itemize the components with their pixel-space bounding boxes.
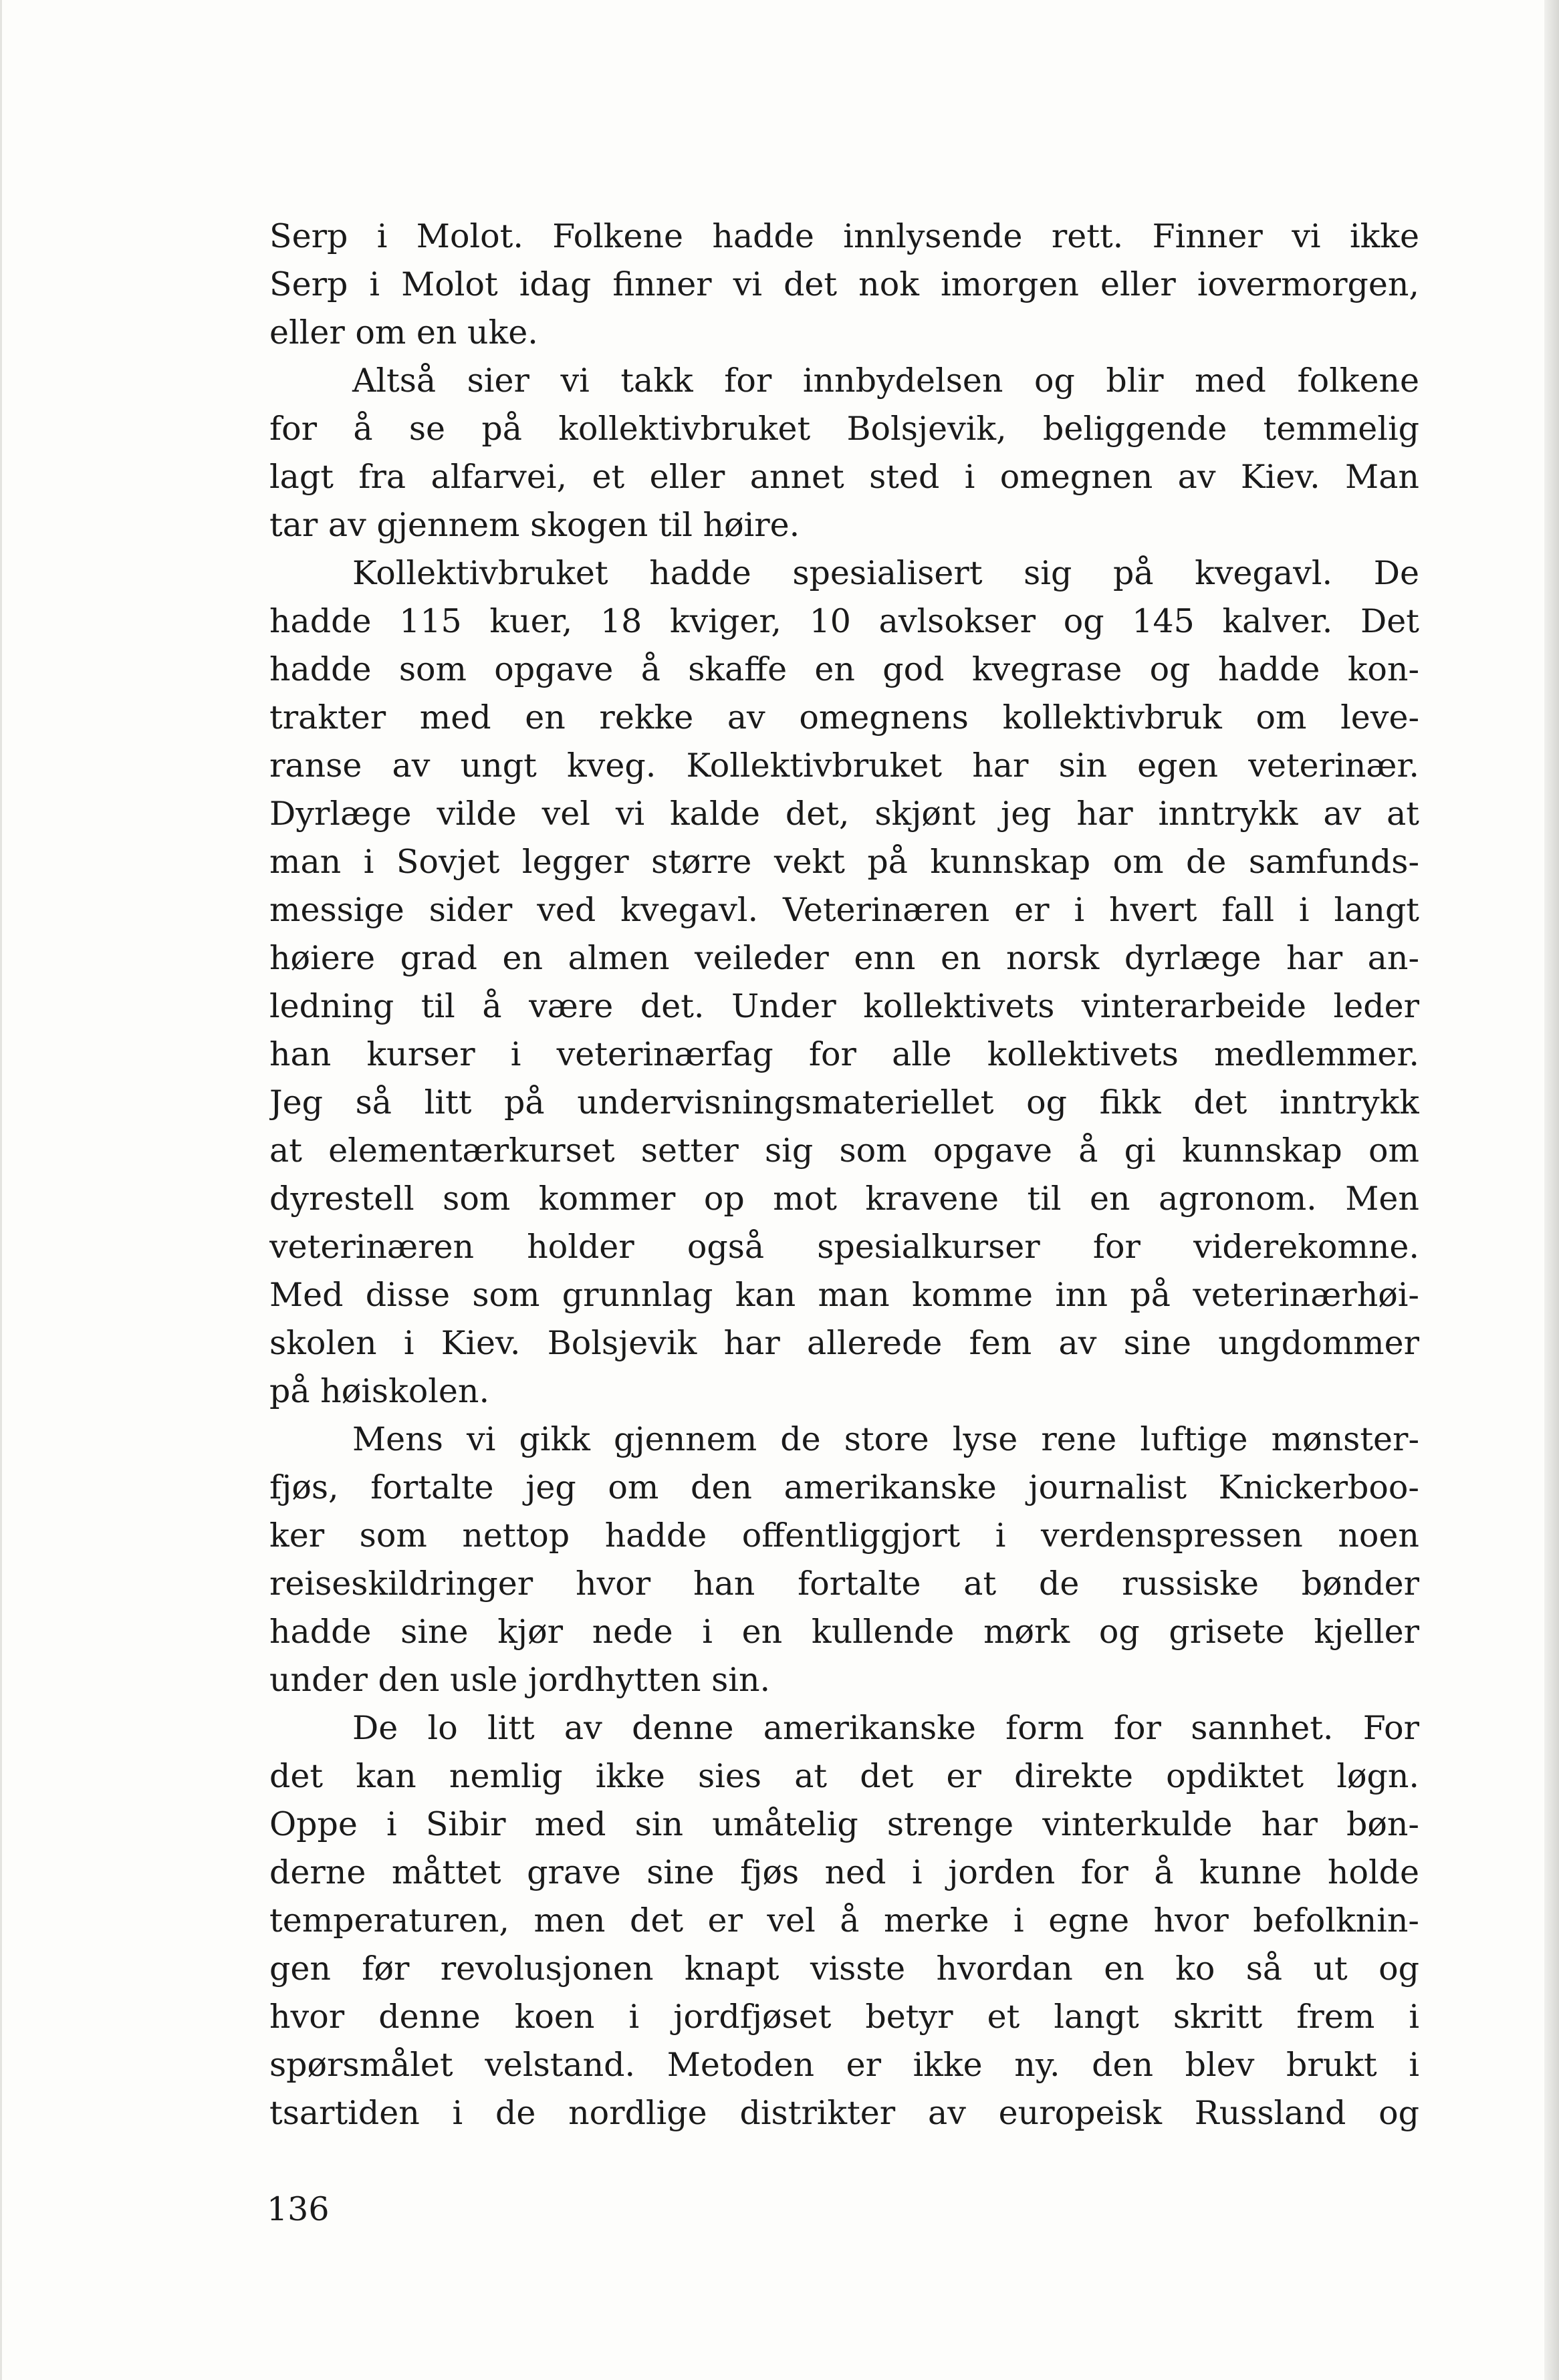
text-line: Kollektivbruket hadde spesialisert sig på kvegavl. De	[352, 554, 1419, 592]
text-line: Serp i Molot. Folkene hadde innlysende rett. Finner vi ikke	[269, 217, 1419, 255]
text-line: skolen i Kiev. Bolsjevik har allerede fem av sine ungdommer	[269, 1324, 1419, 1362]
text-line: eller om en uke.	[269, 313, 538, 352]
body-text	[269, 213, 1419, 2137]
text-line: ranse av ungt kveg. Kollektivbruket har sin egen veterinær.	[269, 747, 1419, 785]
text-line: Jeg så litt på undervisningsmateriellet og fikk det inntrykk	[269, 1083, 1419, 1121]
text-line: spørsmålet velstand. Metoden er ikke ny. den blev brukt i	[269, 2046, 1419, 2084]
page-number: 136	[267, 2190, 330, 2228]
text-line: høiere grad en almen veileder enn en norsk dyrlæge har an-	[269, 939, 1419, 977]
text-line: trakter med en rekke av omegnens kollektivbruk om leve-	[269, 698, 1419, 737]
text-line: lagt fra alfarvei, et eller annet sted i omegnen av Kiev. Man	[269, 458, 1419, 496]
text-line: han kurser i veterinærfag for alle kollektivets medlemmer.	[269, 1035, 1419, 1073]
text-line: Serp i Molot idag finner vi det nok imorgen eller iovermorgen,	[269, 265, 1419, 303]
paragraph-3	[269, 549, 1419, 1416]
text-line: gen før revolusjonen knapt visste hvordan en ko så ut og	[269, 1950, 1419, 1988]
text-line: tsartiden i de nordlige distrikter av europeisk Russland og	[269, 2094, 1419, 2132]
text-line: det kan nemlig ikke sies at det er direkte opdiktet løgn.	[269, 1757, 1419, 1795]
text-line: at elementærkurset setter sig som opgave å gi kunnskap om	[269, 1132, 1419, 1170]
text-line: dyrestell som kommer op mot kravene til en agronom. Men	[269, 1180, 1419, 1218]
text-line: på høiskolen.	[269, 1372, 490, 1410]
paragraph-4	[269, 1416, 1419, 1704]
text-line: Altså sier vi takk for innbydelsen og blir med folkene	[352, 362, 1419, 400]
text-line: for å se på kollektivbruket Bolsjevik, beliggende temmelig	[269, 410, 1419, 448]
text-line: hadde sine kjør nede i en kullende mørk og grisete kjeller	[269, 1613, 1419, 1651]
text-line: Med disse som grunnlag kan man komme inn på veterinærhøi-	[269, 1276, 1419, 1314]
paragraph-2	[269, 357, 1419, 549]
text-line: Oppe i Sibir med sin umåtelig strenge vinterkulde har bøn-	[269, 1805, 1419, 1843]
text-line: temperaturen, men det er vel å merke i egne hvor befolknin-	[269, 1901, 1419, 1940]
text-line: ker som nettop hadde offentliggjort i verdenspressen noen	[269, 1516, 1419, 1555]
text-line: hadde 115 kuer, 18 kviger, 10 avlsokser og 145 kalver. Det	[269, 602, 1419, 640]
text-line: De lo litt av denne amerikanske form for sannhet. For	[352, 1709, 1419, 1747]
text-line: reiseskildringer hvor han fortalte at de russiske bønder	[269, 1565, 1419, 1603]
text-line: hvor denne koen i jordfjøset betyr et langt skritt frem i	[269, 1998, 1419, 2036]
text-line: man i Sovjet legger større vekt på kunnskap om de samfunds-	[269, 843, 1419, 881]
paragraph-5	[269, 1704, 1419, 2137]
text-line: messige sider ved kvegavl. Veterinæren er i hvert fall i langt	[269, 891, 1419, 929]
text-line: Dyrlæge vilde vel vi kalde det, skjønt jeg har inntrykk av at	[269, 795, 1419, 833]
text-line: ledning til å være det. Under kollektivets vinterarbeide leder	[269, 987, 1419, 1025]
text-line: veterinæren holder også spesialkurser for viderekomne.	[269, 1228, 1419, 1266]
text-line: hadde som opgave å skaffe en god kvegrase og hadde kon-	[269, 650, 1419, 688]
text-line: Mens vi gikk gjennem de store lyse rene luftige mønster-	[352, 1420, 1419, 1458]
paragraph-1	[269, 213, 1419, 357]
text-line: under den usle jordhytten sin.	[269, 1661, 771, 1699]
text-line: derne måttet grave sine fjøs ned i jorden for å kunne holde	[269, 1853, 1419, 1891]
text-line: tar av gjennem skogen til høire.	[269, 506, 800, 544]
text-line: fjøs, fortalte jeg om den amerikanske journalist Knickerboo-	[269, 1468, 1419, 1506]
